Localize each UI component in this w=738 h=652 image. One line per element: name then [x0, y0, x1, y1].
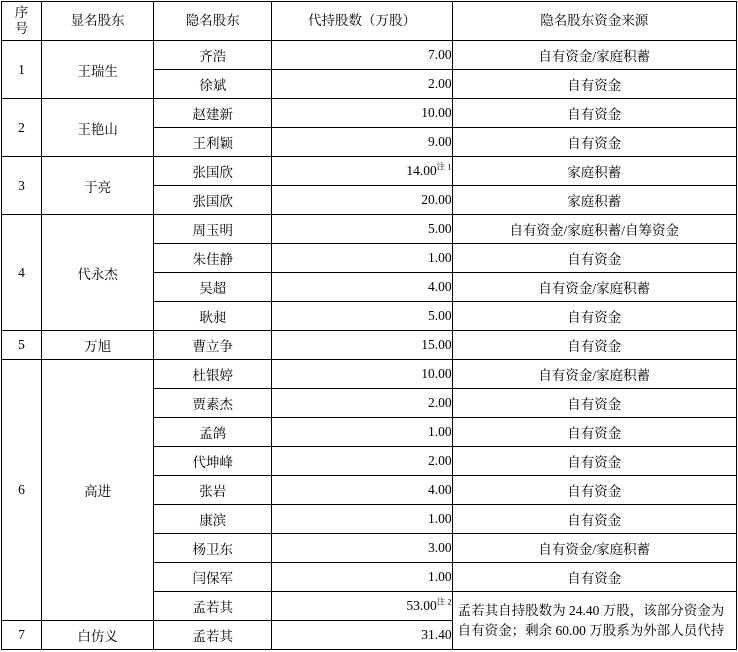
cell-hidden-shareholder: 孟若其 — [154, 592, 272, 621]
column-header-no — [2, 2, 42, 41]
cell-fund-source: 自有资金 — [452, 476, 736, 505]
cell-hidden-shareholder: 代坤峰 — [154, 447, 272, 476]
shares-value: 1.00 — [427, 569, 452, 584]
cell-shares-held — [272, 360, 452, 389]
cell-named-shareholder: 王瑞生 — [42, 41, 154, 99]
cell-hidden-shareholder: 周玉明 — [154, 215, 272, 244]
table-body — [2, 41, 737, 650]
cell-shares-held — [272, 244, 452, 273]
cell-shares-held — [272, 447, 452, 476]
cell-fund-source: 自有资金 — [452, 244, 736, 273]
cell-hidden-shareholder: 孟鸽 — [154, 418, 272, 447]
cell-serial-number: 7 — [2, 621, 42, 650]
cell-fund-source: 自有资金/家庭积蓄 — [452, 534, 736, 563]
shares-value: 3.00 — [427, 540, 452, 555]
shares-value: 5.00 — [427, 308, 452, 323]
shares-value: 53.00 — [406, 598, 437, 613]
cell-shares-held — [272, 505, 452, 534]
column-header-no-line2: 号 — [14, 21, 29, 36]
shares-value: 14.00 — [406, 163, 437, 178]
cell-shares-held — [272, 621, 452, 650]
cell-shares-held — [272, 389, 452, 418]
shares-value: 1.00 — [427, 250, 452, 265]
shares-value: 1.00 — [427, 511, 452, 526]
cell-fund-source: 自有资金 — [452, 331, 736, 360]
column-header-fund-source: 隐名股东资金来源 — [452, 2, 736, 41]
cell-hidden-shareholder: 徐斌 — [154, 70, 272, 99]
column-header-no-line1: 序 — [14, 4, 29, 20]
cell-fund-source: 自有资金 — [452, 447, 736, 476]
cell-hidden-shareholder: 曹立争 — [154, 331, 272, 360]
shares-value: 15.00 — [421, 337, 452, 352]
cell-shares-held — [272, 70, 452, 99]
shares-value: 9.00 — [427, 134, 452, 149]
shares-value: 2.00 — [427, 453, 452, 468]
cell-hidden-shareholder: 吴超 — [154, 273, 272, 302]
cell-hidden-shareholder: 张国欣 — [154, 186, 272, 215]
cell-serial-number: 4 — [2, 215, 42, 331]
cell-hidden-shareholder: 朱佳静 — [154, 244, 272, 273]
cell-fund-source: 家庭积蓄 — [452, 157, 736, 186]
cell-shares-held — [272, 215, 452, 244]
cell-shares-held — [272, 99, 452, 128]
cell-fund-source: 家庭积蓄 — [452, 186, 736, 215]
cell-hidden-shareholder: 孟若其 — [154, 621, 272, 650]
cell-serial-number: 1 — [2, 41, 42, 99]
cell-serial-number: 6 — [2, 360, 42, 621]
cell-fund-source: 自有资金/家庭积蓄/自筹资金 — [452, 215, 736, 244]
cell-named-shareholder: 代永杰 — [42, 215, 154, 331]
shares-value: 10.00 — [421, 366, 452, 381]
shares-value: 1.00 — [427, 424, 452, 439]
cell-serial-number: 5 — [2, 331, 42, 360]
cell-hidden-shareholder: 耿昶 — [154, 302, 272, 331]
cell-hidden-shareholder: 杜银婷 — [154, 360, 272, 389]
column-header-shares-held: 代持股数（万股） — [272, 2, 452, 41]
cell-named-shareholder: 王艳山 — [42, 99, 154, 157]
cell-named-shareholder: 万旭 — [42, 331, 154, 360]
cell-fund-source: 自有资金 — [452, 505, 736, 534]
cell-named-shareholder: 高进 — [42, 360, 154, 621]
cell-fund-source: 自有资金/家庭积蓄 — [452, 273, 736, 302]
table-row — [2, 41, 737, 70]
table-row — [2, 331, 737, 360]
column-header-named-shareholder: 显名股东 — [42, 2, 154, 41]
cell-fund-source: 自有资金 — [452, 99, 736, 128]
cell-fund-source: 自有资金 — [452, 418, 736, 447]
shares-value: 4.00 — [427, 279, 452, 294]
shares-value: 4.00 — [427, 482, 452, 497]
shares-value: 31.40 — [421, 627, 452, 642]
table-header-row — [2, 2, 737, 41]
cell-hidden-shareholder: 张国欣 — [154, 157, 272, 186]
shares-value: 2.00 — [427, 395, 452, 410]
cell-named-shareholder: 于亮 — [42, 157, 154, 215]
cell-shares-held — [272, 128, 452, 157]
cell-hidden-shareholder: 王利颖 — [154, 128, 272, 157]
cell-shares-held — [272, 41, 452, 70]
cell-shares-held — [272, 331, 452, 360]
table-row — [2, 360, 737, 389]
cell-fund-source: 自有资金 — [452, 302, 736, 331]
cell-shares-held — [272, 273, 452, 302]
cell-fund-source: 自有资金/家庭积蓄 — [452, 360, 736, 389]
cell-shares-held — [272, 302, 452, 331]
cell-shares-held — [272, 186, 452, 215]
cell-fund-source: 自有资金 — [452, 70, 736, 99]
cell-serial-number: 2 — [2, 99, 42, 157]
table-row — [2, 99, 737, 128]
cell-hidden-shareholder: 齐浩 — [154, 41, 272, 70]
shares-value: 10.00 — [421, 105, 452, 120]
cell-shares-held — [272, 476, 452, 505]
cell-fund-source: 自有资金 — [452, 389, 736, 418]
cell-shares-held — [272, 534, 452, 563]
shares-value: 2.00 — [427, 76, 452, 91]
cell-shares-held — [272, 563, 452, 592]
table-row — [2, 157, 737, 186]
cell-hidden-shareholder: 闫保军 — [154, 563, 272, 592]
shares-value: 5.00 — [427, 221, 452, 236]
cell-hidden-shareholder: 张岩 — [154, 476, 272, 505]
cell-fund-source: 自有资金 — [452, 563, 736, 592]
shares-value: 7.00 — [427, 47, 452, 62]
shares-footnote-marker: 注 2 — [436, 596, 452, 607]
cell-shares-held — [272, 418, 452, 447]
cell-hidden-shareholder: 赵建新 — [154, 99, 272, 128]
table-header — [2, 2, 737, 41]
cell-serial-number: 3 — [2, 157, 42, 215]
shares-footnote-marker: 注 1 — [436, 161, 452, 172]
cell-shares-held — [272, 592, 452, 621]
cell-shares-held — [272, 157, 452, 186]
cell-named-shareholder: 白仿义 — [42, 621, 154, 650]
cell-hidden-shareholder: 贾素杰 — [154, 389, 272, 418]
shares-value: 20.00 — [421, 192, 452, 207]
table-row — [2, 215, 737, 244]
cell-fund-source: 自有资金 — [452, 128, 736, 157]
cell-fund-source: 孟若其自持股数为 24.40 万股，该部分资金为自有资金；剩余 60.00 万股系为外部人员代持 — [452, 592, 736, 650]
column-header-hidden-shareholder: 隐名股东 — [154, 2, 272, 41]
cell-fund-source: 自有资金/家庭积蓄 — [452, 41, 736, 70]
cell-hidden-shareholder: 康滨 — [154, 505, 272, 534]
shareholder-proxy-table — [1, 1, 737, 650]
cell-hidden-shareholder: 杨卫东 — [154, 534, 272, 563]
